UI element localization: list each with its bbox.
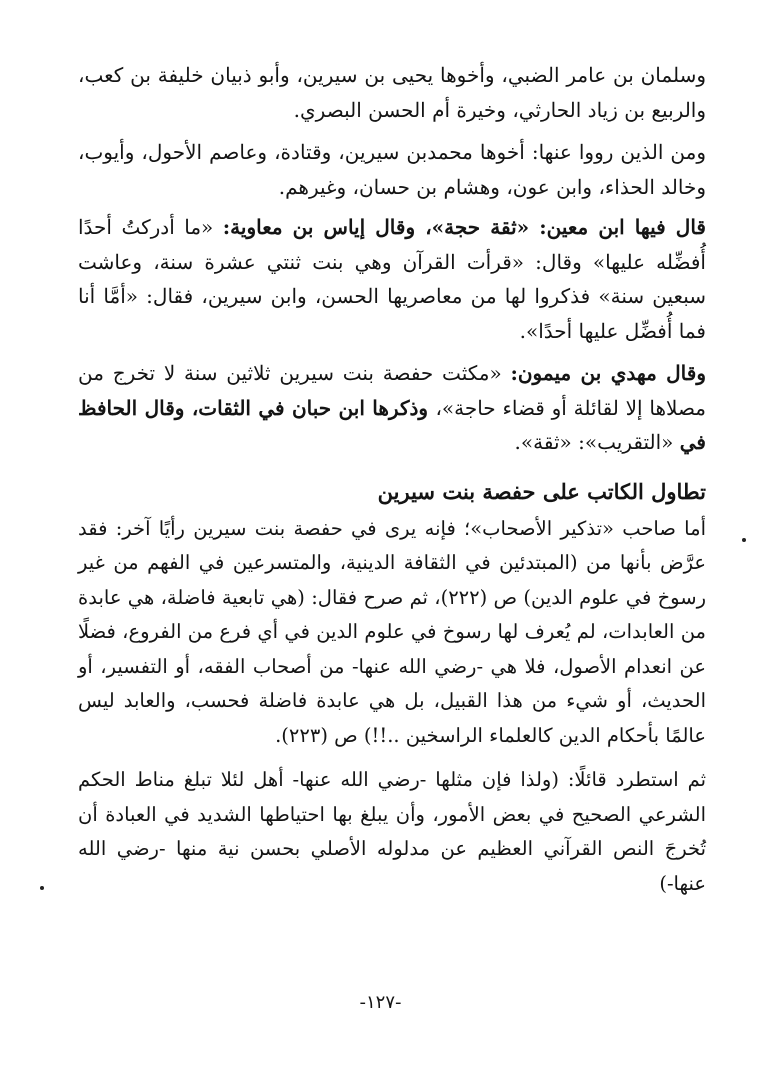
paragraph-narrators-from: وسلمان بن عامر الضبي، وأخوها يحيى بن سيرين، وأبو ذبيان خليفة بن كعب، والربيع بن زياد الحارثي، وخيرة أم الحسن البصري. <box>78 63 706 122</box>
paragraph-mahdi <box>78 356 706 460</box>
paragraph-continuation: ثم استطرد قائلًا: (ولذا فإن مثلها -رضي الله عنها- أهل لئلا تبلغ مناط الحكم الشرعي الصحيح في بعض الأمور، وأن يبلغ بها احتياطها الشديد في العبادة أن تُخرجَ النص القرآني العظيم عن مدلوله الأصلي بحسن نية منها -رضي الله عنها-) <box>78 768 706 895</box>
paragraph-praise <box>78 210 706 348</box>
mahdi-text: «مكثت حفصة بنت سيرين ثلاثين سنة لا تخرج من مصلاها إلا لقائلة أو قضاء حاجة»، <box>78 361 706 420</box>
page-number: -١٢٧- <box>359 992 402 1013</box>
page-body <box>78 58 706 901</box>
mahdi-bold-text: وقال مهدي بن ميمون: <box>510 361 706 385</box>
scan-speck <box>742 538 746 542</box>
praise-text: «ما أدركتُ أحدًا أُفضِّله عليها» وقال: «قرأت القرآن وهي بنت ثنتي عشرة سنة، وعاشت سبعين سنة» فذكروا لها من معاصريها الحسن، وابن سيرين، فقال: «أمَّا أنا فما أُفضِّل عليها أحدًا». <box>78 215 706 343</box>
taqrib-text: «التقريب»: «ثقة». <box>514 430 680 454</box>
scan-speck <box>40 886 44 890</box>
praise-bold-text: قال فيها ابن معين: «ثقة حجة»، وقال إياس بن معاوية: <box>222 215 706 239</box>
paragraph-narrators-to: ومن الذين رووا عنها: أخوها محمدبن سيرين، وقتادة، وعاصم الأحول، وأيوب، وخالد الحذاء، وابن عون، وهشام بن حسان، وغيرهم. <box>78 140 706 199</box>
section-heading: تطاول الكاتب على حفصة بنت سيرين <box>377 478 706 504</box>
paragraph-author-claim: أما صاحب «تذكير الأصحاب»؛ فإنه يرى في حفصة بنت سيرين رأيًا آخر: فقد عرَّض بأنها من (المبتدئين في الثقافة الدينية، والمتسرعين في الفهم من غير رسوخ في علوم الدين) ص (٢٢٢)، ثم صرح فقال: (هي تابعية فاضلة، هي عابدة من العابدات، لم يُعرف لها رسوخ في علوم الدين في أي فرع من الفروع، فضلًا عن انعدام الأصول، فلا هي -رضي الله عنها- من أصحاب الفقه، أو التفسير، أو الحديث، أو شيء من هذا القبيل، بل هي عابدة فاضلة فحسب، والعابد ليس عالمًا بأحكام الدين كالعلماء الراسخين ..!!) ص (٢٢٣). <box>78 516 706 747</box>
ibn-hibban-bold-text: وذكرها ابن حبان في الثقات، وقال الحافظ في <box>78 395 706 454</box>
